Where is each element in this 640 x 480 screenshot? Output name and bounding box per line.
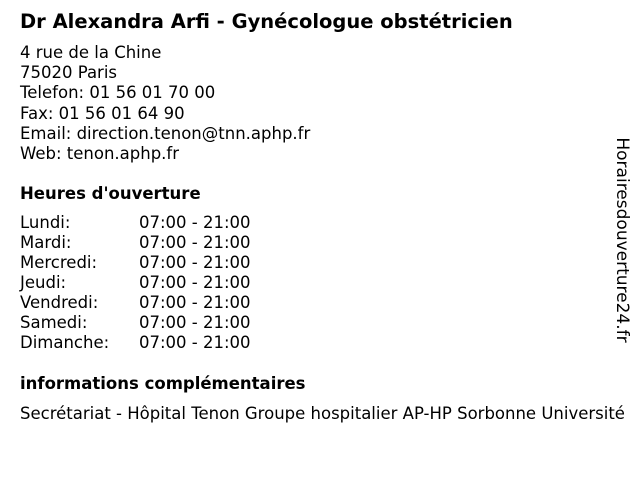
day-label: Jeudi: <box>20 273 67 292</box>
hours-row-thursday <box>20 273 280 293</box>
time-range: 07:00 - 21:00 <box>139 233 251 252</box>
time-range: 07:00 - 21:00 <box>139 253 251 272</box>
fax-number: Fax: 01 56 01 64 90 <box>20 103 185 123</box>
info-text: Secrétariat - Hôpital Tenon Groupe hospitalier AP-HP Sorbonne Université <box>20 404 625 423</box>
hours-row-tuesday <box>20 233 280 253</box>
day-label: Samedi: <box>20 313 88 332</box>
hours-row-friday <box>20 293 280 313</box>
day-label: Mardi: <box>20 233 72 252</box>
website: Web: tenon.aphp.fr <box>20 144 180 164</box>
time-range: 07:00 - 21:00 <box>139 213 251 232</box>
time-range: 07:00 - 21:00 <box>139 293 251 312</box>
day-label: Vendredi: <box>20 293 99 312</box>
address-block <box>20 43 310 164</box>
time-range: 07:00 - 21:00 <box>139 333 251 352</box>
time-range: 07:00 - 21:00 <box>139 313 251 332</box>
hours-heading: Heures d'ouverture <box>20 184 201 203</box>
page-title: Dr Alexandra Arfi - Gynécologue obstétricien <box>20 10 513 33</box>
address-city: 75020 Paris <box>20 63 118 83</box>
site-watermark: Horairesdouverture24.fr <box>612 137 632 343</box>
time-range: 07:00 - 21:00 <box>139 273 251 292</box>
opening-hours-list <box>20 213 280 353</box>
hours-row-wednesday <box>20 253 280 273</box>
day-label: Mercredi: <box>20 253 98 272</box>
day-label: Lundi: <box>20 213 71 232</box>
hours-row-saturday <box>20 313 280 333</box>
phone-number: Telefon: 01 56 01 70 00 <box>20 83 216 103</box>
hours-row-monday <box>20 213 280 233</box>
day-label: Dimanche: <box>20 333 110 352</box>
address-street: 4 rue de la Chine <box>20 43 162 62</box>
email-address: Email: direction.tenon@tnn.aphp.fr <box>20 123 311 143</box>
info-heading: informations complémentaires <box>20 374 306 393</box>
hours-row-sunday <box>20 333 280 353</box>
